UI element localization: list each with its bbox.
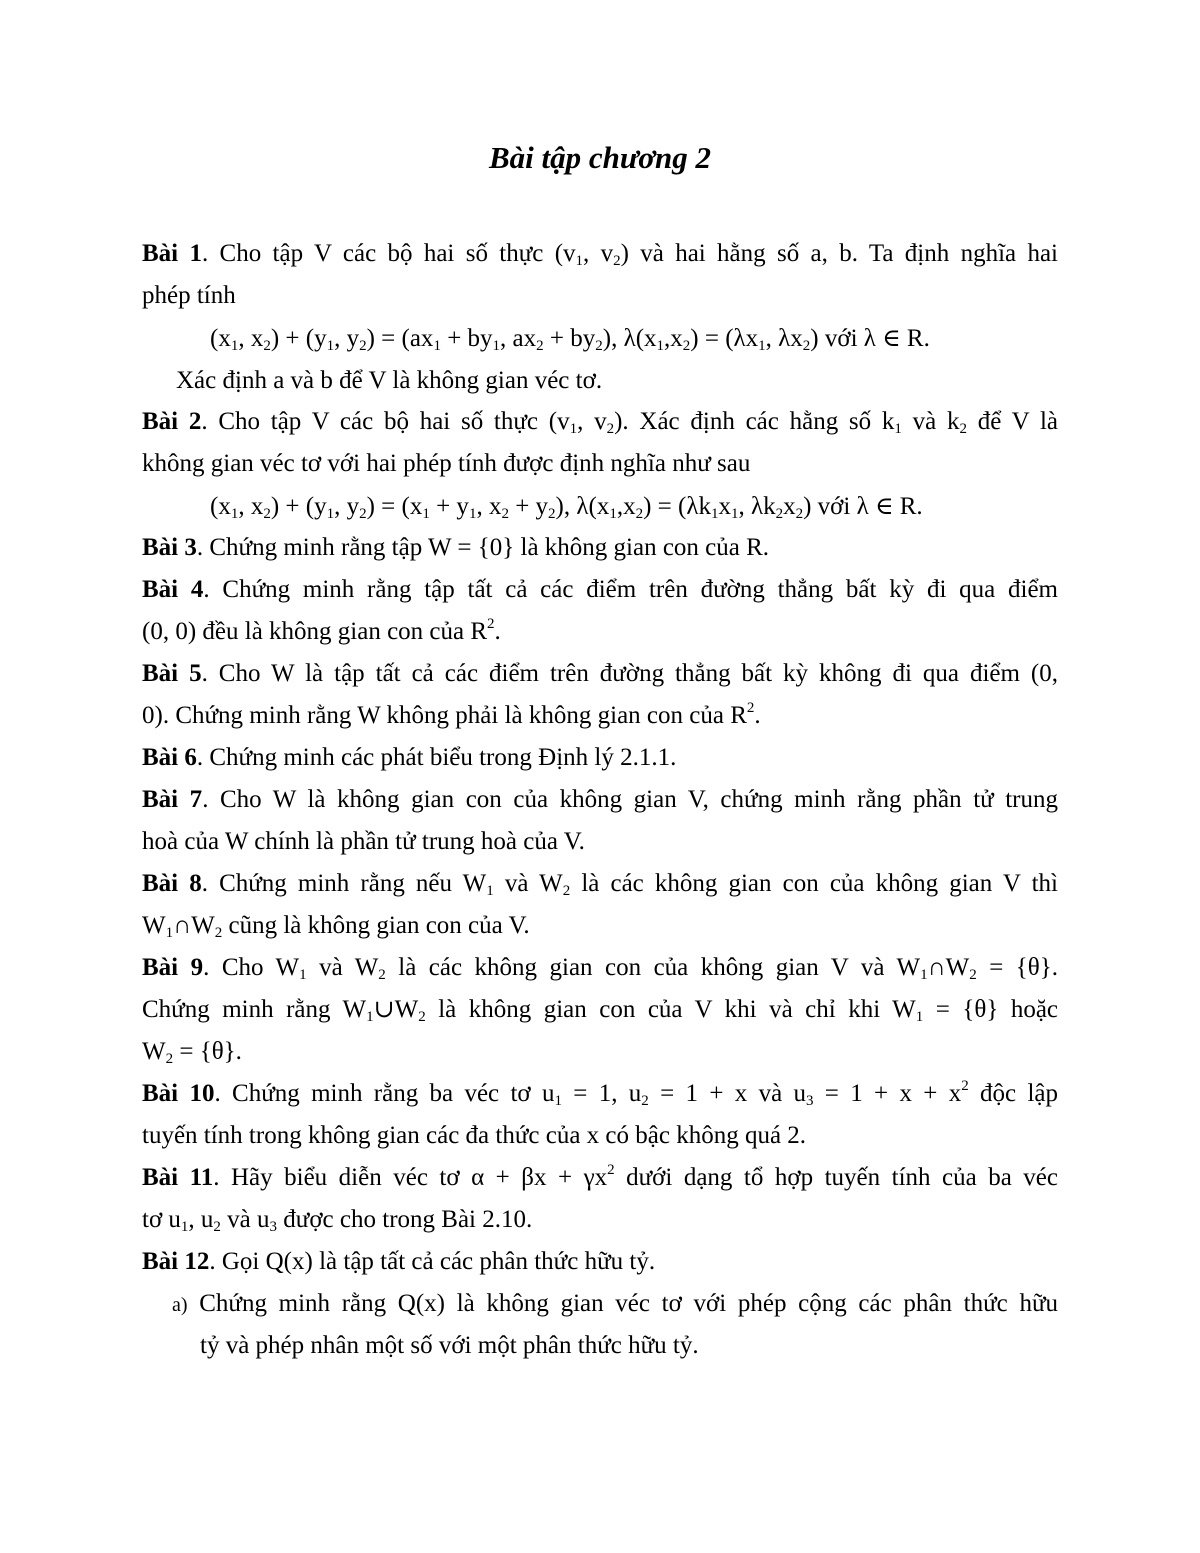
exercise-9-line-1: Bài 9. Cho $W_1$ và $W_2$ là các không gian con của không gian V và $W_1\cap W_2 = \{\theta\}$. xyxy=(142,954,1058,983)
exercise-7-line-2: hoà của W chính là phần tử trung hoà của V. xyxy=(142,828,585,855)
exercise-8-line-2: $W_1\cap W_2$ cũng là không gian con của V. xyxy=(142,912,530,941)
exercise-10-line-1: Bài 10. Chứng minh rằng ba véc tơ $u_1 = 1$, $u_2 = 1 + x$ và $u_3 = 1 + x + x^2$ độc lập xyxy=(142,1078,1058,1109)
exercise-12a-line-1: a) Chứng minh rằng Q(x) là không gian véc tơ với phép cộng các phân thức hữu xyxy=(172,1290,1058,1317)
exercise-5-line-1: Bài 5. Cho W là tập tất cả các điểm trên đường thẳng bất kỳ không đi qua điểm (0, xyxy=(142,660,1058,687)
exercise-11-line-2: tơ $u_1$, $u_2$ và $u_3$ được cho trong Bài 2.10. xyxy=(142,1206,533,1235)
exercise-label: Bài 11 xyxy=(142,1164,214,1191)
exercise-2-line-2: không gian véc tơ với hai phép tính được định nghĩa như sau xyxy=(142,450,751,477)
exercise-12a-line-2: tỷ và phép nhân một số với một phân thức hữu tỷ. xyxy=(200,1332,699,1359)
exercise-label: Bài 8 xyxy=(142,870,202,897)
page-title: Bài tập chương 2 xyxy=(488,140,712,175)
exercise-2-line-1: Bài 2. Cho tập V các bộ hai số thực ($v_1$, $v_2$). Xác định các hằng số $k_1$ và $k_2$ để V là xyxy=(142,408,1058,437)
exercise-label: Bài 2 xyxy=(142,408,202,435)
exercise-label: Bài 1 xyxy=(142,240,202,267)
exercise-9-line-2: Chứng minh rằng $W_1\cup W_2$ là không gian con của V khi và chỉ khi $W_1 = \{\theta\}$ hoặc xyxy=(142,996,1058,1025)
exercise-9-line-3: $W_2 = \{\theta\}$. xyxy=(142,1038,242,1067)
exercise-label: Bài 3 xyxy=(142,534,197,561)
exercise-5-line-2: 0). Chứng minh rằng W không phải là không gian con của $R^2$. xyxy=(142,700,761,729)
exercise-12-line-1: Bài 12. Gọi Q(x) là tập tất cả các phân thức hữu tỷ. xyxy=(142,1248,656,1275)
list-marker: a) xyxy=(172,1294,188,1316)
exercise-1-line-4: Xác định a và b để V là không gian véc tơ. xyxy=(176,367,603,394)
exercise-label: Bài 5 xyxy=(142,660,202,687)
exercise-4-line-2: (0, 0) đều là không gian con của $R^2$. xyxy=(142,616,501,645)
exercise-6: Bài 6. Chứng minh các phát biểu trong Định lý 2.1.1. xyxy=(142,744,677,771)
exercise-label: Bài 4 xyxy=(142,576,204,603)
exercise-10-line-2: tuyến tính trong không gian các đa thức của x có bậc không quá 2. xyxy=(142,1122,807,1149)
exercise-7-line-1: Bài 7. Cho W là không gian con của không gian V, chứng minh rằng phần tử trung xyxy=(142,786,1058,813)
exercise-label: Bài 10 xyxy=(142,1080,215,1107)
exercise-4-line-1: Bài 4. Chứng minh rằng tập tất cả các điểm trên đường thẳng bất kỳ đi qua điểm xyxy=(142,576,1058,603)
exercise-label: Bài 7 xyxy=(142,786,203,813)
exercise-8-line-1: Bài 8. Chứng minh rằng nếu $W_1$ và $W_2$ là các không gian con của không gian V thì xyxy=(142,870,1058,899)
exercise-label: Bài 6 xyxy=(142,744,197,771)
exercise-1-line-2: phép tính xyxy=(142,282,236,309)
exercise-1-formula: ($x_1$, $x_2) + (y_1$, $y_2) = (ax_1 + by_1$, $ax_2 + by_2$), $\lambda(x_1,x_2) = (\lambda x_1$, $\lambda x_2$) với λ ∈ R. xyxy=(210,325,930,354)
exercise-3: Bài 3. Chứng minh rằng tập W = {0} là không gian con của R. xyxy=(142,534,770,561)
exercise-label: Bài 9 xyxy=(142,954,204,981)
exercise-11-line-1: Bài 11. Hãy biểu diễn véc tơ $\alpha + \beta x + \gamma x^2$ dưới dạng tổ hợp tuyến tính của ba véc xyxy=(142,1162,1058,1191)
exercise-2-formula: ($x_1$, $x_2) + (y_1$, $y_2) = (x_1 + y_1$, $x_2 + y_2$), $\lambda(x_1,x_2) = (\lambda k_1x_1$, $\lambda k_2x_2$) với λ ∈ R. xyxy=(210,493,923,522)
exercise-label: Bài 12 xyxy=(142,1248,210,1275)
exercise-1-line-1: Bài 1. Cho tập V các bộ hai số thực ($v_1$, $v_2$) và hai hằng số a, b. Ta định nghĩa hai xyxy=(142,240,1058,269)
